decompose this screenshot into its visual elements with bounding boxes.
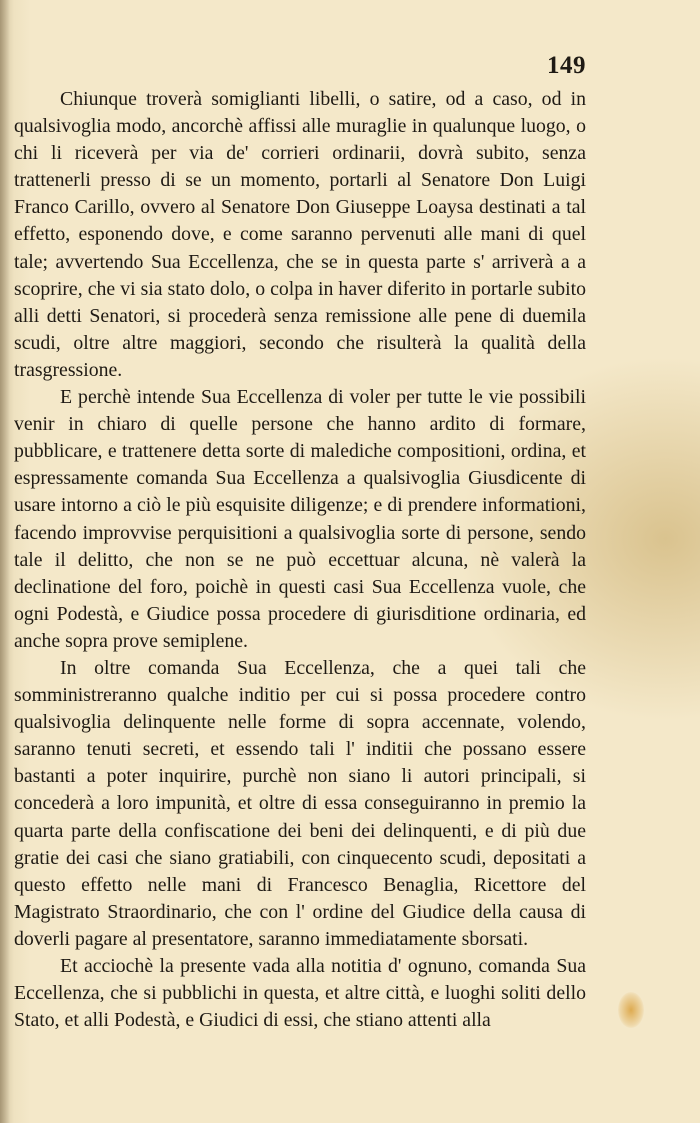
paragraph-1: Chiunque troverà somiglianti libelli, o satire, od a caso, od in qualsivoglia modo, ancorchè affissi alle muraglie in qualunque luogo, o chi li riceverà per via de' corrieri ordinarii, dovrà subito, senza trattenerli presso di se un momento, portarli al Senatore Don Luigi Franco Carillo, ovvero al Senatore Don Giuseppe Loaysa destinati a tal effetto, esponendo dove, e come saranno pervenuti alle mani di quel tale; avvertendo Sua Eccellenza, che se in questa parte s' arriverà a a scoprire, che vi sia stato dolo, o colpa in haver diferito in portarle subito alli detti Senatori, si procederà senza remissione alle pene di duemila scudi, oltre altre maggiori, secondo che risulterà la qualità della trasgressione. [14, 88, 586, 381]
paper-stain [618, 992, 644, 1028]
paragraph-2: E perchè intende Sua Eccellenza di voler per tutte le vie possibili venir in chiaro di quelle persone che hanno ardito di formare, pubblicare, e trattenere detta sorte di malediche compositioni, ordina, et espressamente comanda Sua Eccellenza a qualsivoglia Giusdicente di usare intorno a ciò le più esquisite diligenze; e di prendere informationi, facendo improvvise perquisitioni a qualsivoglia sorte di persone, sendo tale il delitto, che non se ne può eccettuar alcuna, nè valerà la declinatione del foro, poichè in questi casi Sua Eccellenza vuole, che ogni Podestà, e Giudice possa procedere di giurisditione ordinaria, ed anche sopra prove semiplene. [14, 386, 586, 652]
paragraph-3: In oltre comanda Sua Eccellenza, che a quei tali che somministreranno qualche inditio per cui si possa procedere contro qualsivoglia delinquente nelle forme di sopra accennate, volendo, saranno tenuti secreti, et essendo tali l' inditii che possano essere bastanti a poter inquirire, purchè non siano li autori principali, si concederà a loro impunità, et oltre di essa conseguiranno in premio la quarta parte della confiscatione dei beni dei delinquenti, e di più due gratie dei casi che siano gratiabili, con cinquecento scudi, depositati a questo effetto nelle mani di Francesco Benaglia, Ricettore del Magistrato Straordinario, che con l' ordine del Giudice della causa di doverli pagare al presentatore, saranno immediatamente sborsati. [14, 656, 586, 950]
spine-shadow [0, 0, 10, 1123]
paragraph-4: Et acciochè la presente vada alla notitia d' ognuno, comanda Sua Eccellenza, che si pubblichi in questa, et altre città, e luoghi soliti dello Stato, et alli Podestà, e Giudici di essi, che stiano attenti alla [14, 955, 586, 1032]
body-text [14, 86, 586, 1034]
page-number: 149 [547, 52, 586, 79]
